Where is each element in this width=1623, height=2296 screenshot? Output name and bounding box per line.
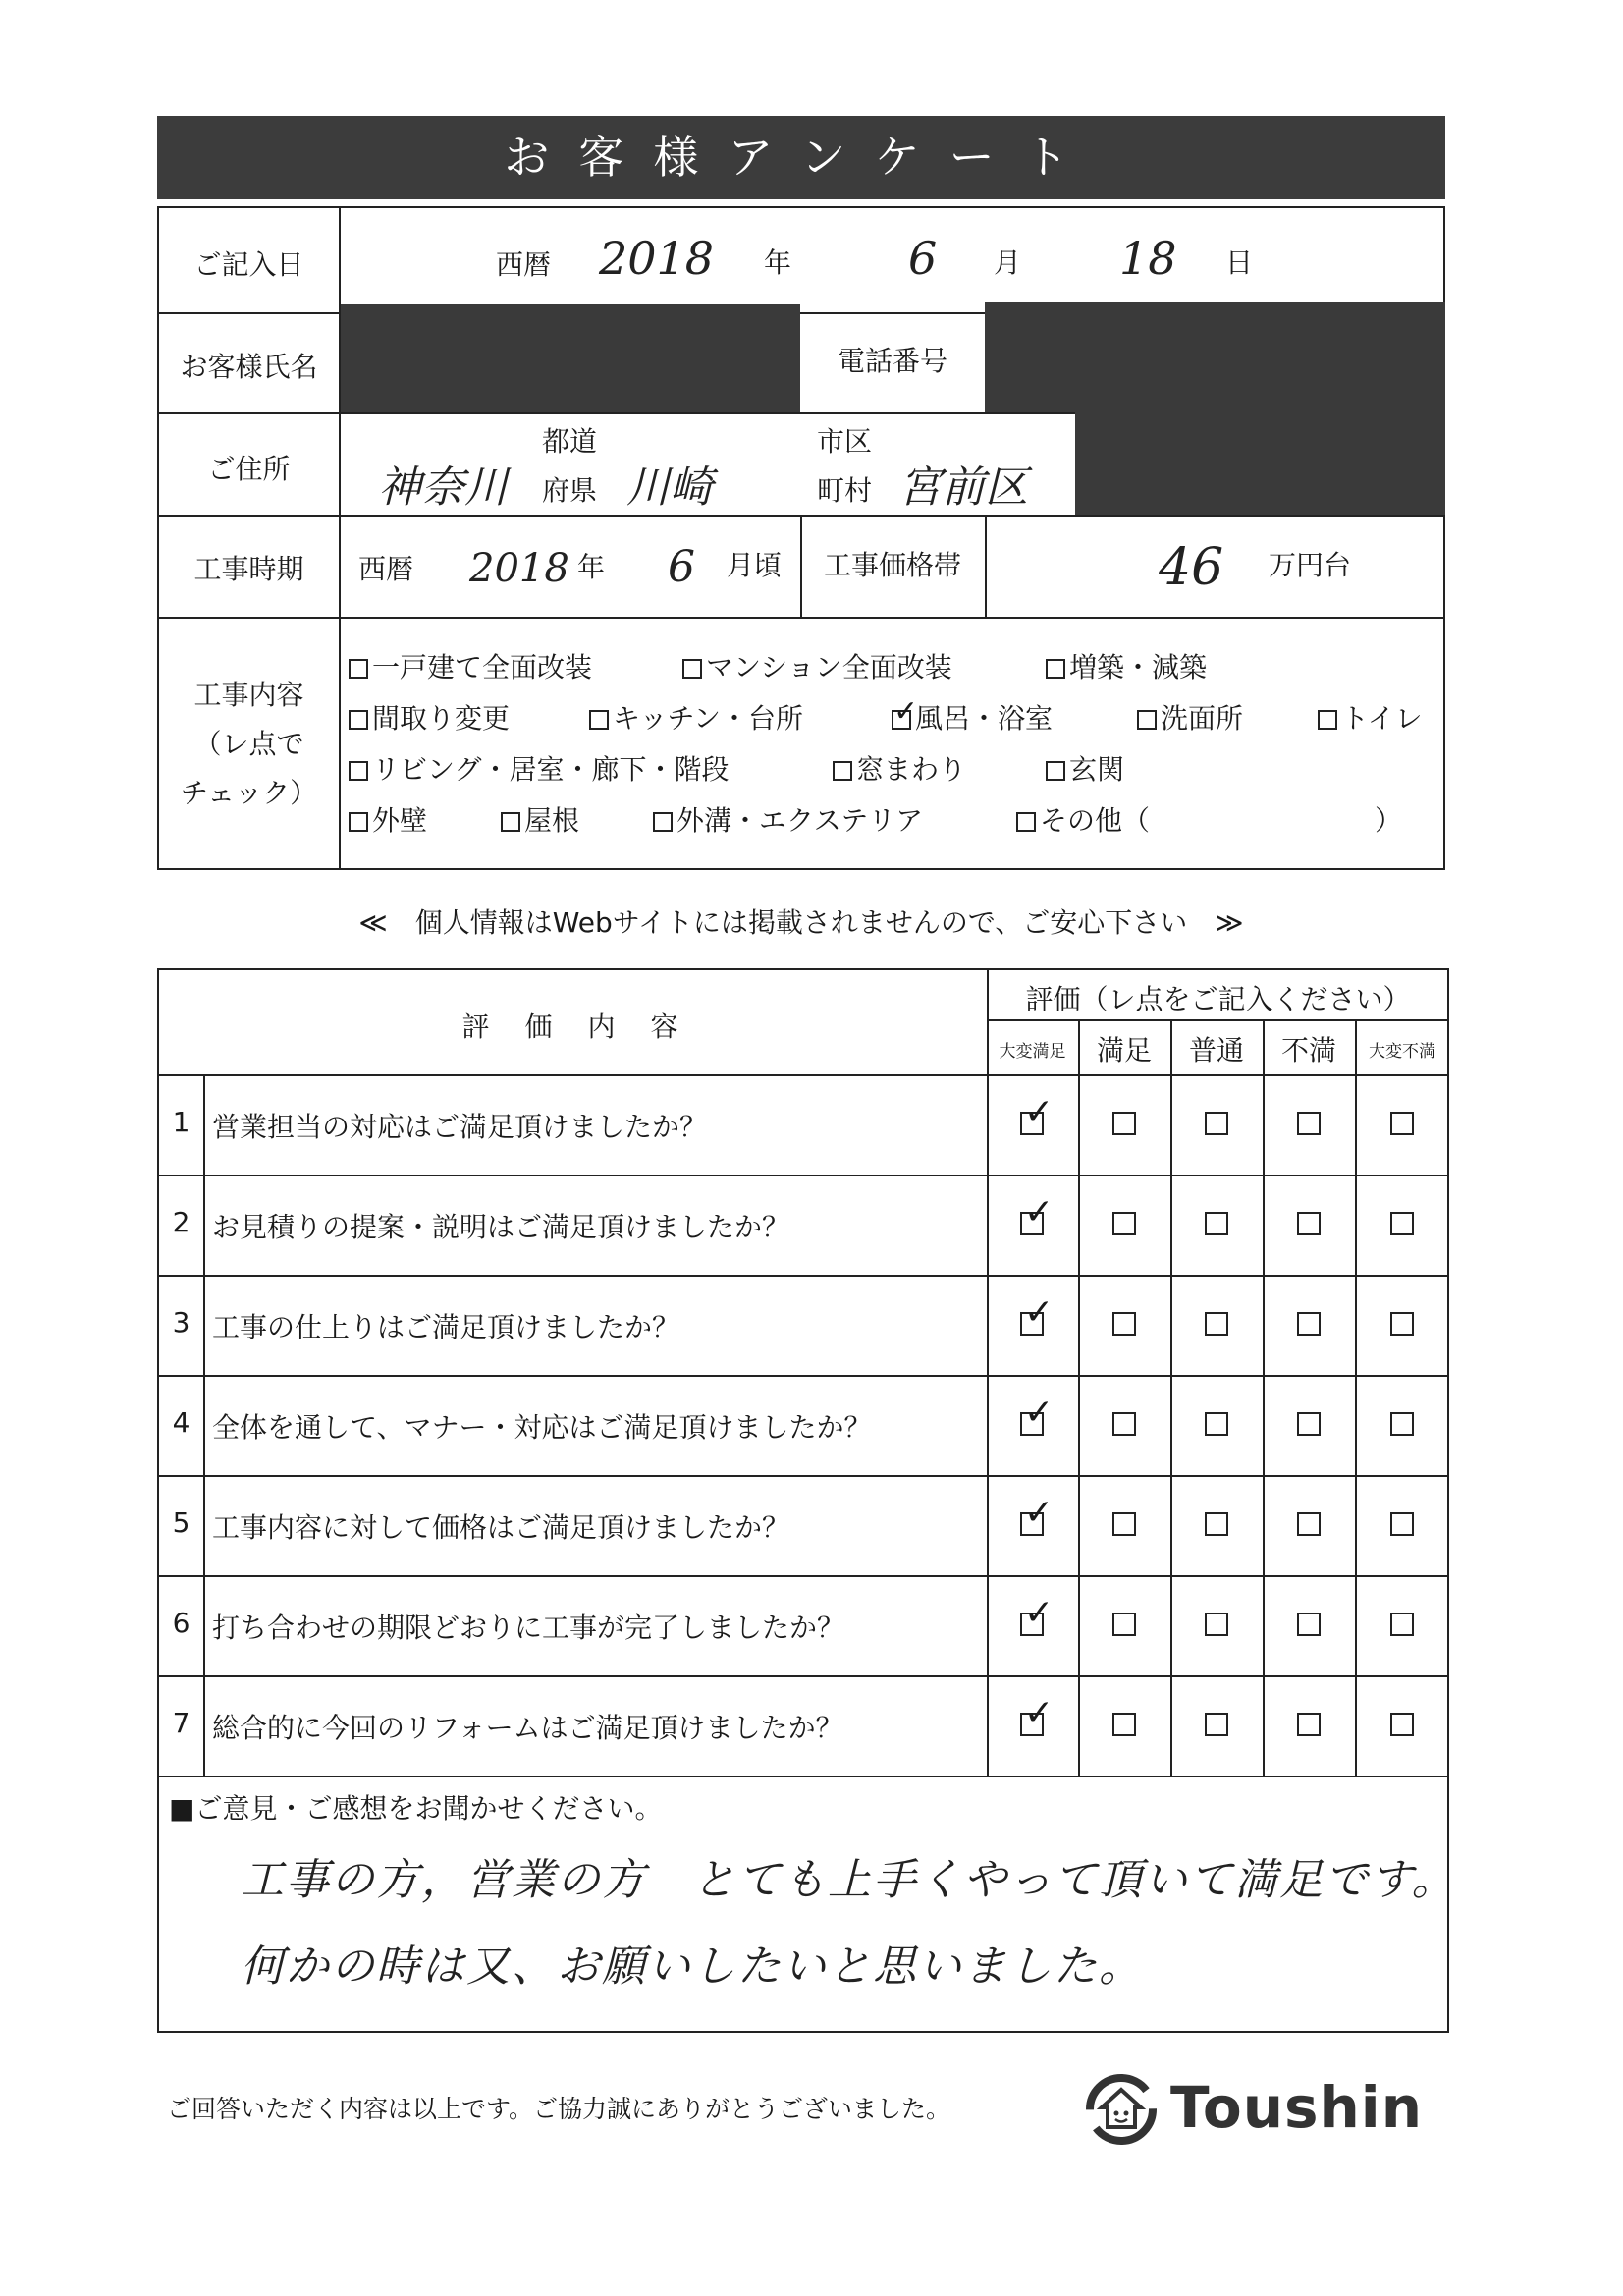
work-item-layout[interactable]: 間取り変更: [349, 697, 510, 737]
rating-checkbox[interactable]: [1205, 1212, 1228, 1235]
checkbox-icon: [1046, 659, 1065, 679]
checkbox-icon: [349, 710, 368, 730]
question-text: お見積りの提案・説明はご満足頂けましたか？: [212, 1211, 790, 1243]
rating-header-left: 評 価 内 容: [461, 1011, 682, 1043]
work-item-detached[interactable]: 一戸建て全面改装: [349, 646, 592, 685]
privacy-note: ≪ 個人情報はWebサイトには掲載されませんので、ご安心下さい ≫: [358, 906, 1244, 939]
rating-checkbox[interactable]: [1390, 1312, 1414, 1336]
rating-checkbox[interactable]: [1297, 1613, 1321, 1636]
rating-checkbox[interactable]: [1390, 1212, 1414, 1235]
price-label: 工事価格帯: [823, 549, 961, 581]
rating-checkbox-checked[interactable]: [1020, 1613, 1044, 1636]
question-number: 5: [172, 1506, 190, 1539]
question-number: 3: [172, 1306, 190, 1339]
rating-checkbox[interactable]: [1390, 1613, 1414, 1636]
rating-checkbox[interactable]: [1112, 1512, 1136, 1536]
rating-checkbox[interactable]: [1205, 1713, 1228, 1736]
rating-checkbox[interactable]: [1112, 1112, 1136, 1135]
work-label-2: （レ点で: [193, 728, 304, 760]
checkbox-icon: [1318, 710, 1337, 730]
question-text: 営業担当の対応はご満足頂けましたか？: [212, 1111, 708, 1143]
address-city[interactable]: 川崎: [626, 463, 713, 513]
rating-checkbox[interactable]: [1112, 1613, 1136, 1636]
work-item-exterior-wall[interactable]: 外壁: [349, 799, 427, 839]
city-unit-top: 市区: [817, 425, 873, 458]
rating-checkbox[interactable]: [1205, 1613, 1228, 1636]
question-number: 4: [172, 1406, 190, 1439]
address-prefecture[interactable]: 神奈川: [378, 463, 508, 513]
checkbox-icon: [1046, 761, 1065, 781]
question-text: 工事の仕上りはご満足頂けましたか？: [212, 1311, 680, 1343]
work-item-exterior[interactable]: 外溝・エクステリア: [653, 799, 923, 839]
scale-neutral: 普通: [1188, 1034, 1244, 1066]
work-item-window[interactable]: 窓まわり: [833, 748, 966, 788]
question-number: 1: [172, 1106, 190, 1138]
rating-checkbox-checked[interactable]: [1020, 1412, 1044, 1436]
address-ward[interactable]: 宮前区: [898, 463, 1028, 513]
rating-checkbox[interactable]: [1112, 1713, 1136, 1736]
rating-checkbox-checked[interactable]: [1020, 1212, 1044, 1235]
scale-satisfied: 満足: [1096, 1034, 1152, 1066]
name-redaction: [341, 304, 800, 412]
work-label-1: 工事内容: [193, 679, 304, 711]
rating-checkbox-checked[interactable]: [1020, 1512, 1044, 1536]
question-number: 6: [172, 1607, 190, 1639]
question-text: 打ち合わせの期限どおりに工事が完了しましたか？: [212, 1612, 845, 1644]
rating-checkbox[interactable]: [1297, 1512, 1321, 1536]
checkbox-icon: [501, 812, 520, 832]
comments-label: ■ご意見・ご感想をお聞かせください。: [169, 1792, 663, 1825]
rating-checkbox[interactable]: [1390, 1512, 1414, 1536]
name-label: お客様氏名: [180, 351, 318, 383]
phone-label: 電話番号: [837, 345, 947, 377]
work-item-mansion[interactable]: マンション全面改装: [682, 646, 952, 685]
date-year-unit: 年: [764, 246, 792, 279]
price-value[interactable]: 46: [1159, 538, 1224, 597]
rating-checkbox[interactable]: [1205, 1312, 1228, 1336]
work-label-3: チェック）: [180, 777, 318, 809]
checkbox-checked-icon: [892, 710, 911, 730]
date-label: ご記入日: [193, 248, 304, 281]
comment-line-2[interactable]: 何かの時は又、お願いしたいと思いました。: [241, 1941, 1144, 1992]
question-text: 総合的に今回のリフォームはご満足頂けましたか？: [212, 1712, 843, 1744]
date-month[interactable]: 6: [908, 232, 938, 285]
price-unit: 万円台: [1269, 549, 1352, 581]
rating-checkbox[interactable]: [1297, 1312, 1321, 1336]
date-month-unit: 月: [994, 246, 1022, 279]
rating-checkbox[interactable]: [1390, 1713, 1414, 1736]
period-year[interactable]: 2018: [469, 546, 569, 591]
rating-checkbox[interactable]: [1205, 1512, 1228, 1536]
rating-checkbox[interactable]: [1390, 1412, 1414, 1436]
rating-checkbox[interactable]: [1112, 1412, 1136, 1436]
checkbox-icon: [589, 710, 609, 730]
pref-unit-top: 都道: [542, 425, 598, 458]
rating-checkbox[interactable]: [1297, 1412, 1321, 1436]
rating-checkbox-checked[interactable]: [1020, 1312, 1044, 1336]
company-logo: [1080, 2072, 1434, 2151]
rating-checkbox[interactable]: [1205, 1412, 1228, 1436]
question-text: 工事内容に対して価格はご満足頂けましたか？: [212, 1511, 790, 1544]
scale-dissatisfied: 不満: [1280, 1034, 1336, 1066]
phone-redaction: [985, 302, 1445, 412]
question-number: 7: [172, 1707, 190, 1739]
work-item-other-close: ）: [1375, 804, 1403, 837]
period-year-unit: 年: [577, 551, 606, 583]
checkbox-icon: [682, 659, 702, 679]
date-day-unit: 日: [1225, 246, 1254, 279]
checkbox-icon: [349, 761, 368, 781]
date-era: 西暦: [496, 248, 552, 281]
rating-header-right: 評価（レ点をご記入ください）: [1025, 983, 1411, 1015]
rating-checkbox-checked[interactable]: [1020, 1112, 1044, 1135]
form-title: お客様アンケート: [157, 116, 1445, 199]
rating-checkbox[interactable]: [1297, 1112, 1321, 1135]
period-label: 工事時期: [193, 553, 304, 585]
checkbox-icon: [1137, 710, 1157, 730]
work-item-toilet[interactable]: トイレ: [1318, 697, 1423, 737]
checkbox-icon: [1016, 812, 1036, 832]
work-item-washroom[interactable]: 洗面所: [1137, 697, 1243, 737]
checkbox-icon: [349, 812, 368, 832]
work-item-roof[interactable]: 屋根: [501, 799, 579, 839]
rating-checkbox-checked[interactable]: [1020, 1713, 1044, 1736]
period-era: 西暦: [358, 553, 414, 585]
rating-checkbox[interactable]: [1390, 1112, 1414, 1135]
checkbox-icon: [653, 812, 673, 832]
logo-text: Toushin: [1170, 2074, 1423, 2141]
period-month-unit: 月頃: [727, 549, 783, 581]
address-label: ご住所: [207, 453, 291, 485]
city-unit-bottom: 町村: [817, 474, 873, 507]
period-month[interactable]: 6: [668, 542, 695, 592]
date-day[interactable]: 18: [1119, 232, 1177, 285]
rating-checkbox[interactable]: [1205, 1112, 1228, 1135]
work-item-entrance[interactable]: 玄関: [1046, 748, 1124, 788]
work-item-kitchen[interactable]: キッチン・台所: [589, 697, 803, 737]
checkbox-icon: [833, 761, 852, 781]
date-year[interactable]: 2018: [599, 232, 715, 285]
comment-line-1[interactable]: 工事の方，営業の方 とても上手くやって頂いて満足です。: [241, 1855, 1457, 1905]
work-item-bath[interactable]: ✓ 風呂・浴室: [892, 697, 1053, 737]
scale-very-satisfied: 大変満足: [999, 1042, 1066, 1062]
rating-checkbox[interactable]: [1297, 1713, 1321, 1736]
rating-checkbox[interactable]: [1112, 1212, 1136, 1235]
checkbox-icon: [349, 659, 368, 679]
question-text: 全体を通して、マナー・対応はご満足頂けましたか？: [212, 1411, 872, 1444]
footer-thanks: ご回答いただく内容は以上です。ご協力誠にありがとうございました。: [167, 2095, 951, 2123]
work-item-living[interactable]: リビング・居室・廊下・階段: [349, 748, 729, 788]
rating-checkbox[interactable]: [1112, 1312, 1136, 1336]
work-item-other[interactable]: その他（: [1016, 799, 1150, 839]
question-number: 2: [172, 1206, 190, 1238]
scale-very-dissatisfied: 大変不満: [1369, 1042, 1435, 1062]
pref-unit-bottom: 府県: [542, 474, 598, 507]
rating-checkbox[interactable]: [1297, 1212, 1321, 1235]
work-item-extension[interactable]: 増築・減築: [1046, 646, 1207, 685]
address-redaction: [1075, 410, 1445, 515]
house-recycle-icon: [1080, 2068, 1163, 2151]
